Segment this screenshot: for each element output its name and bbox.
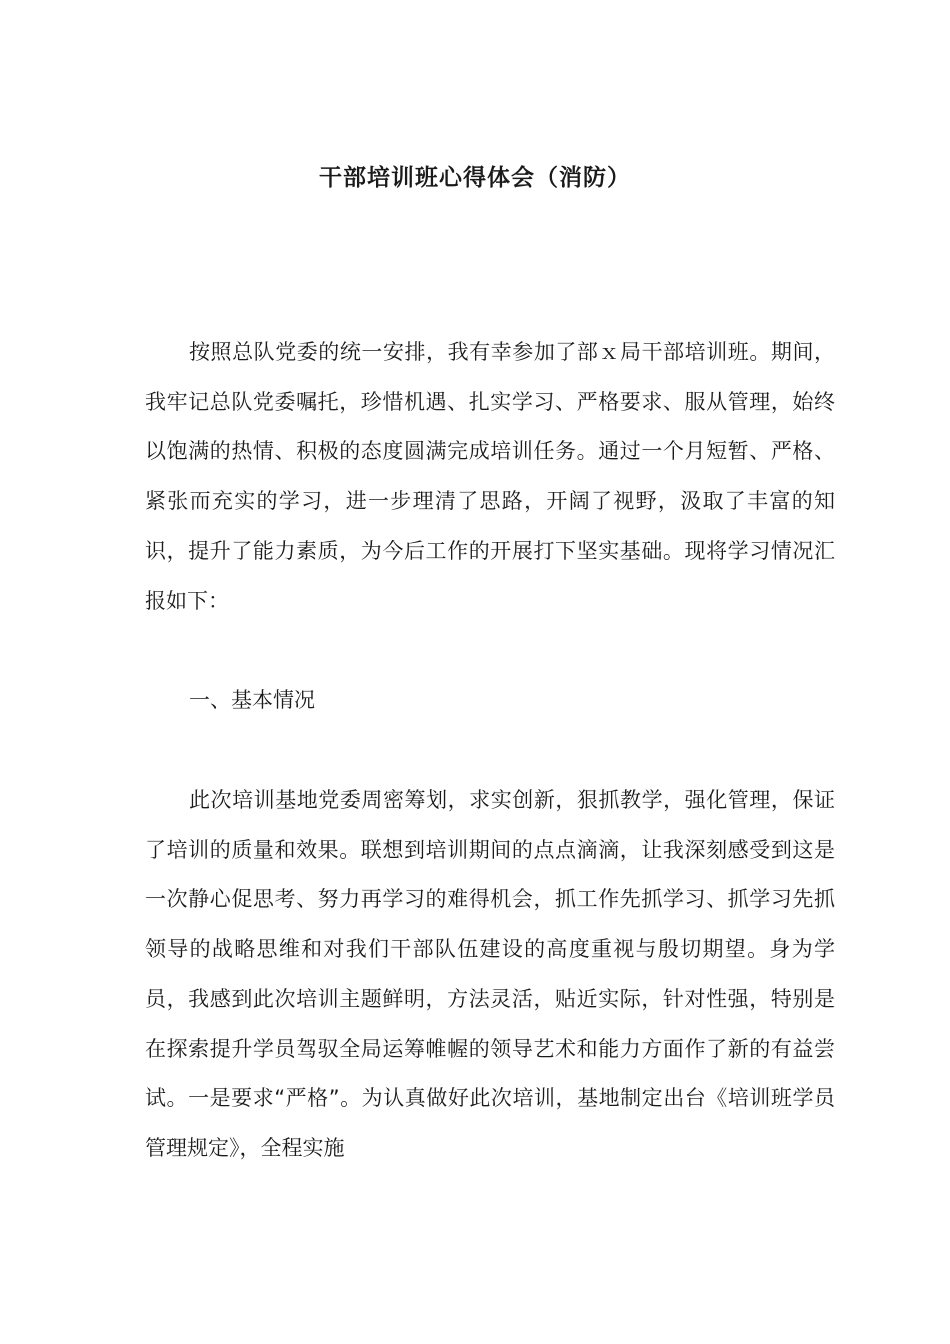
paragraph-basic-situation: 此次培训基地党委周密筹划，求实创新，狠抓教学，强化管理，保证了培训的质量和效果。联想到培训期间的点点滴滴，让我深刻感受到这是一次静心促思考、努力再学习的难得机会，抓工作先抓学习、抓学习先抓领导的战略思维和对我们干部队伍建设的高度重视与殷切期望。身为学员，我感到此次培训主题鲜明，方法灵活，贴近实际，针对性强，特别是在探索提升学员驾驭全局运筹帷幄的领导艺术和能力方面作了新的有益尝试。一是要求“严格”。为认真做好此次培训，基地制定出台《培训班学员管理规定》，全程实施	[145, 788, 835, 1160]
paragraph-intro: 按照总队党委的统一安排，我有幸参加了部ｘ局干部培训班。期间，我牢记总队党委嘱托，珍惜机遇、扎实学习、严格要求、服从管理，始终以饱满的热情、积极的态度圆满完成培训任务。通过一个月短暂、严格、紧张而充实的学习，进一步理清了思路，开阔了视野，汲取了丰富的知识，提升了能力素质，为今后工作的开展打下坚实基础。现将学习情况汇报如下：	[145, 340, 835, 613]
document-title: 干部培训班心得体会（消防）	[319, 165, 631, 191]
section-heading: 一、基本情况	[189, 688, 315, 712]
